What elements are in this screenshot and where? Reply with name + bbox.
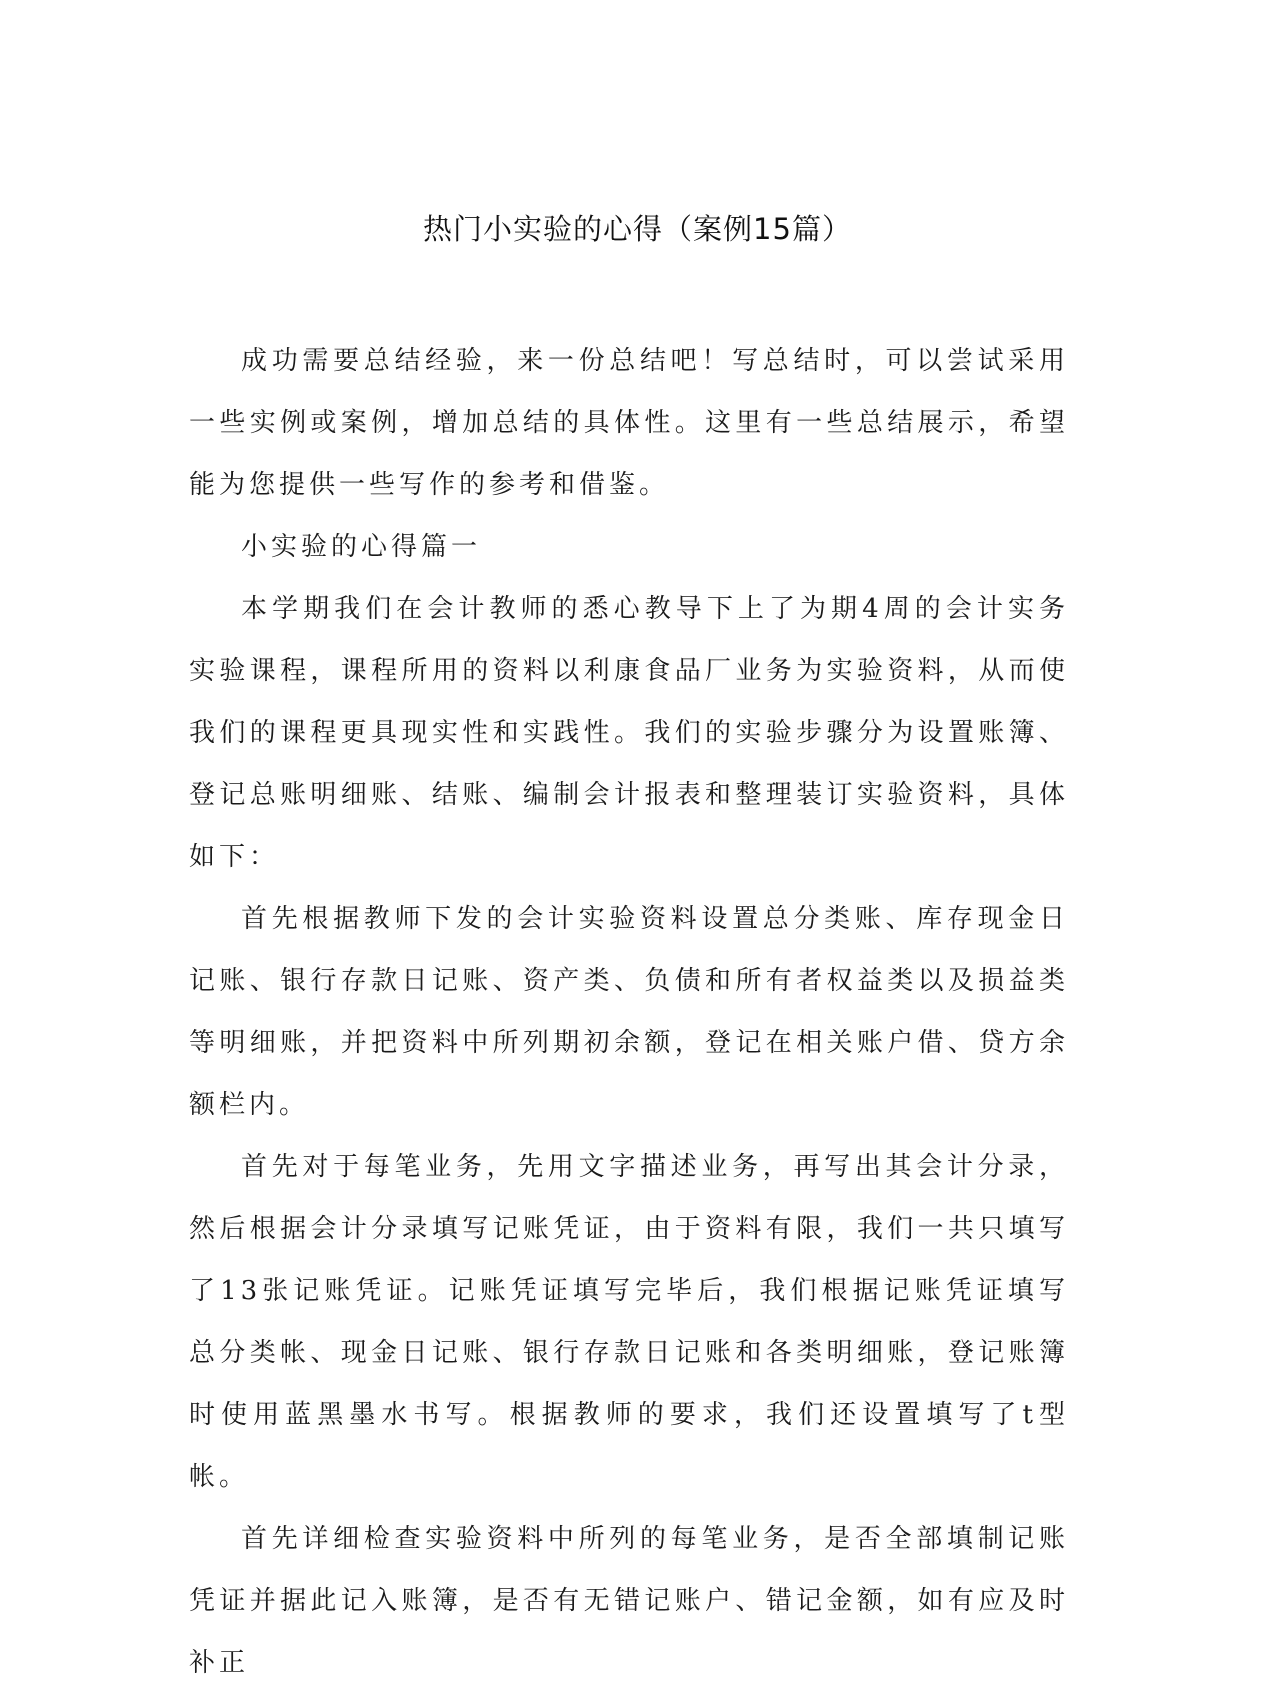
body-paragraph: 首先对于每笔业务，先用文字描述业务，再写出其会计分录，然后根据会计分录填写记账凭证，由于资料有限，我们一共只填写了13张记账凭证。记账凭证填写完毕后，我们根据记账凭证填写总分类帐、现金日记账、银行存款日记账和各类明细账，登记账簿时使用蓝黑墨水书写。根据教师的要求，我们还设置填写了t型帐。 xyxy=(189,1152,1069,1492)
body-paragraph: 首先详细检查实验资料中所列的每笔业务，是否全部填制记账凭证并据此记入账簿，是否有无错记账户、错记金额，如有应及时补正 xyxy=(189,1524,1069,1678)
intro-paragraph: 成功需要总结经验，来一份总结吧！写总结时，可以尝试采用一些实例或案例，增加总结的具体性。这里有一些总结展示，希望能为您提供一些写作的参考和借鉴。 xyxy=(189,346,1069,500)
document-body xyxy=(189,330,1069,1694)
section-heading: 小实验的心得篇一 xyxy=(241,532,482,562)
body-paragraph: 首先根据教师下发的会计实验资料设置总分类账、库存现金日记账、银行存款日记账、资产类、负债和所有者权益类以及损益类等明细账，并把资料中所列期初余额，登记在相关账户借、贷方余额栏内。 xyxy=(189,904,1069,1120)
document-title: 热门小实验的心得（案例15篇） xyxy=(423,212,852,246)
body-paragraph: 本学期我们在会计教师的悉心教导下上了为期4周的会计实务实验课程，课程所用的资料以利康食品厂业务为实验资料，从而使我们的课程更具现实性和实践性。我们的实验步骤分为设置账簿、登记总账明细账、结账、编制会计报表和整理装订实验资料，具体如下： xyxy=(189,594,1069,872)
